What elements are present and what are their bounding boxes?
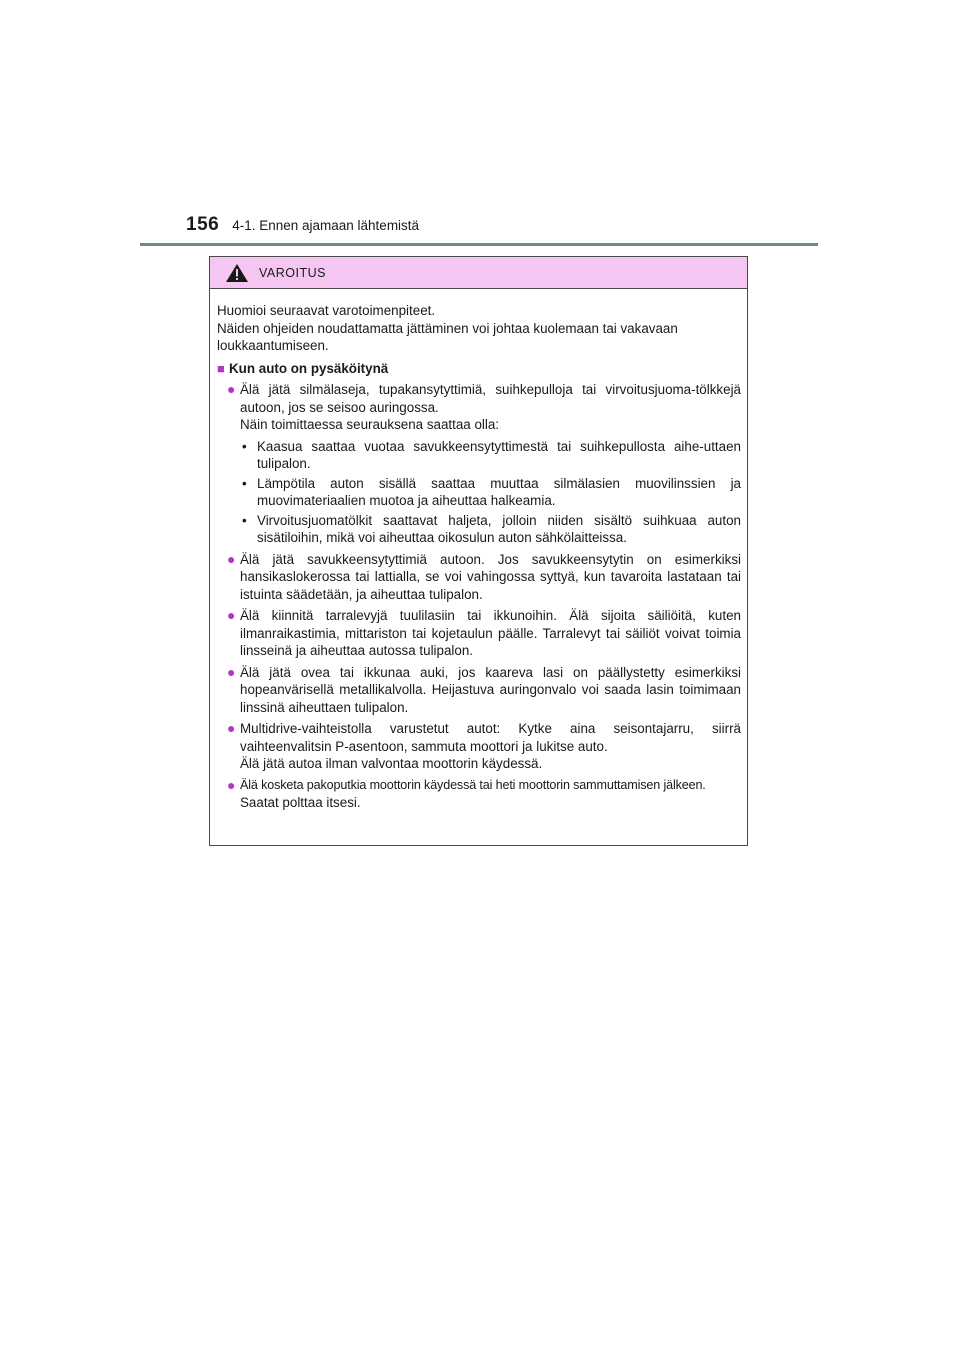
sub-list-item	[240, 475, 741, 510]
sub-list-item	[240, 438, 741, 473]
sub-list-item	[240, 512, 741, 547]
sub-bullet-icon: •	[242, 512, 247, 528]
bullet-text: Näin toimittaessa seurauksena saattaa olla:	[240, 417, 500, 432]
bullet-text: Älä kosketa pakoputkia moottorin käydessä tai heti moottorin sammuttamisen jälkeen.	[240, 777, 706, 792]
bullet-item	[217, 551, 741, 604]
section-title: 4-1. Ennen ajamaan lähtemistä	[232, 218, 420, 233]
warning-body	[210, 289, 747, 812]
bullet-item	[217, 381, 741, 547]
page-header	[186, 214, 419, 244]
sub-bullet-icon: •	[242, 438, 247, 454]
bullet-text: Älä jätä autoa ilman valvontaa moottorin käydessä.	[240, 756, 543, 771]
bullet-text: Multidrive-vaihteistolla varustetut autot: Kytke aina seisontajarru, siirrä vaihteenvalitsin P-asentoon, sammuta moottori ja lukitse auto.	[240, 721, 741, 754]
sub-list	[240, 438, 741, 547]
bullet-item	[217, 664, 741, 717]
warning-box	[209, 256, 748, 846]
page-number: 156	[186, 214, 220, 235]
round-bullet-icon: ●	[227, 607, 236, 623]
section-heading-text: Kun auto on pysäköitynä	[229, 360, 389, 376]
bullet-text: Saatat polttaa itsesi.	[240, 795, 361, 810]
sub-item-text: Kaasua saattaa vuotaa savukkeensytyttimestä tai suihkepullosta aihe-uttaen tulipalon.	[257, 438, 741, 471]
intro-line-1: Huomioi seuraavat varotoimenpiteet.	[217, 303, 436, 318]
warning-header	[210, 257, 747, 289]
bullet-item	[217, 720, 741, 773]
sub-bullet-icon: •	[242, 475, 247, 491]
warning-triangle-icon	[225, 263, 249, 283]
bullet-text: Älä jätä silmälaseja, tupakansytyttimiä, suihkepulloja tai virvoitusjuoma-tölkkejä autoon, jos se seisoo auringossa.	[240, 382, 741, 415]
header-rule	[140, 243, 818, 246]
round-bullet-icon: ●	[227, 663, 236, 680]
bullet-item	[217, 607, 741, 660]
bullet-text: Älä jätä ovea tai ikkunaa auki, jos kaareva lasi on päällystetty esimerkiksi hopeanvärisellä metallikalvolla. Heijastuva auringonvalo voi saada lasin toimimaan linssinä aiheuttaen tulipalon.	[240, 664, 741, 715]
round-bullet-icon: ●	[227, 381, 236, 397]
square-bullet-icon: ■	[217, 360, 225, 376]
bullet-text: Älä kiinnitä tarralevyjä tuulilasiin tai ikkunoihin. Älä sijoita säiliöitä, kuten ilmanraikastimia, mittariston tai kojetaulun päälle. Tarralevyt tai säiliöt voivat toimia linsseinä ja aiheuttaa autossa tulipalon.	[240, 608, 741, 658]
round-bullet-icon: ●	[227, 776, 236, 793]
section-heading	[217, 360, 741, 378]
bullet-item	[217, 777, 741, 812]
round-bullet-icon: ●	[227, 550, 236, 567]
bullet-text: Älä jätä savukkeensytyttimiä autoon. Jos savukkeensytytin on esimerkiksi hansikaslokerossa tai lattialla, se voi vahingossa syttyä, kun tavaroita lastataan tai istuinta säädetään, ja aiheuttaa tulipalon.	[240, 551, 741, 602]
warning-label: VAROITUS	[259, 265, 326, 280]
intro-line-2: Näiden ohjeiden noudattamatta jättäminen voi johtaa kuolemaan tai vakavaan loukkaantumiseen.	[217, 320, 678, 353]
warning-intro	[217, 302, 741, 355]
round-bullet-icon: ●	[227, 720, 236, 736]
sub-item-text: Virvoitusjuomatölkit saattavat haljeta, jolloin niiden sisältö suihkuaa auton sisätiloihin, mikä voi aiheuttaa oikosulun auton sähkölaitteissa.	[257, 512, 741, 545]
sub-item-text: Lämpötila auton sisällä saattaa muuttaa silmälasien muovilinssien ja muovimateriaalien muotoa ja aiheuttaa halkeamia.	[257, 475, 741, 508]
